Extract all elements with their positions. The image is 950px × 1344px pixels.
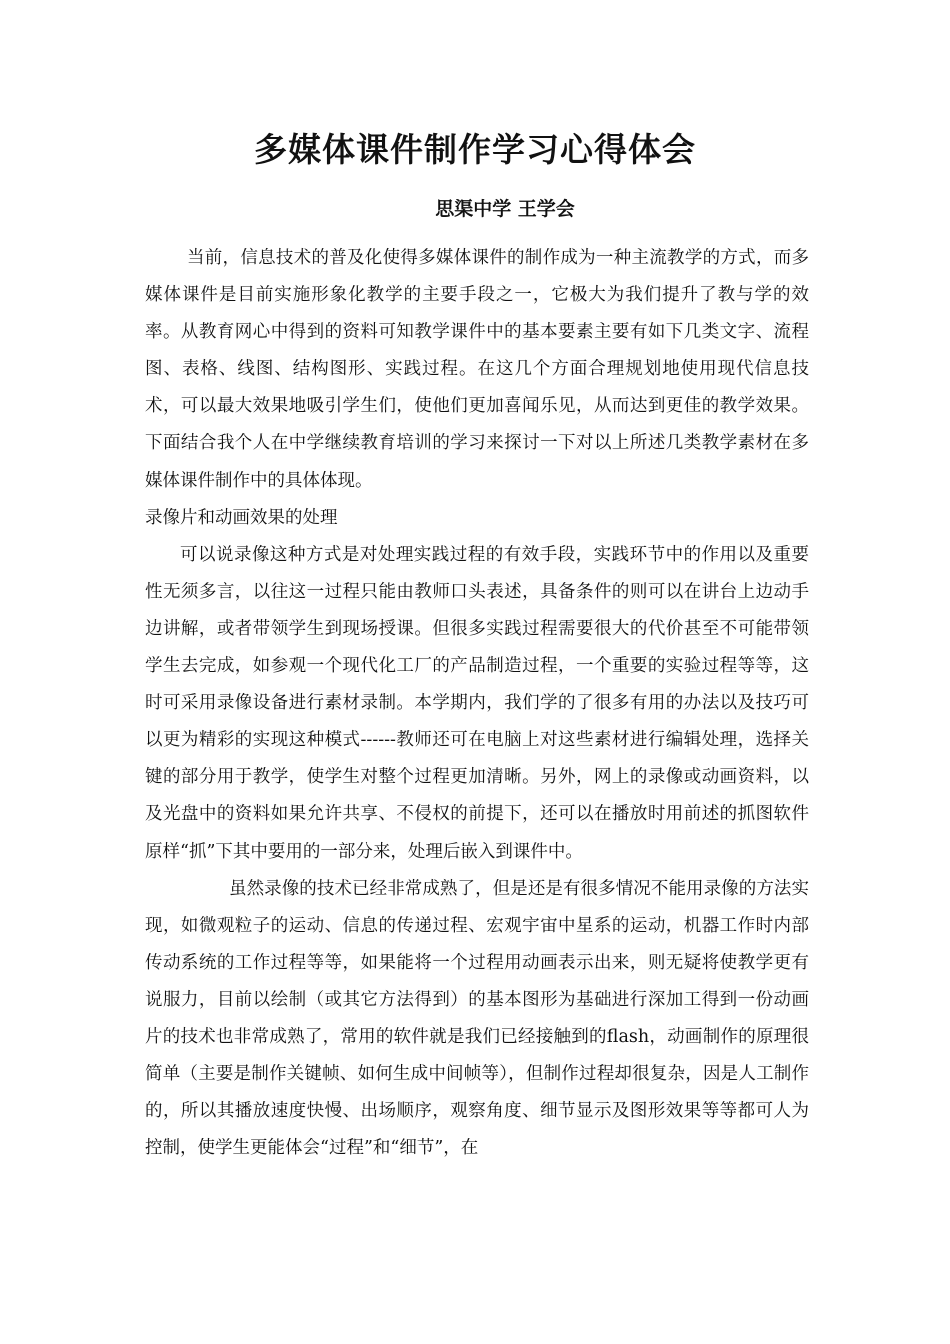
paragraph: 当前，信息技术的普及化使得多媒体课件的制作成为一种主流教学的方式，而多媒体课件是目前实施形象化教学的主要手段之一，它极大为我们提升了教与学的效率。从教育网心中得到的资料可知教学课件中的基本要素主要有如下几类文字、流程图、表格、线图、结构图形、实践过程。在这几个方面合理规划地使用现代信息技术，可以最大效果地吸引学生们，使他们更加喜闻乐见，从而达到更佳的教学效果。下面结合我个人在中学继续教育培训的学习来探讨一下对以上所述几类教学素材在多媒体课件制作中的具体体现。 <box>145 248 809 491</box>
paragraph: 可以说录像这种方式是对处理实践过程的有效手段，实践环节中的作用以及重要性无须多言，以往这一过程只能由教师口头表述，具备条件的则可以在讲台上边动手边讲解，或者带领学生到现场授课。但很多实践过程需要很大的代价甚至不可能带领学生去完成，如参观一个现代化工厂的产品制造过程，一个重要的实验过程等等，这时可采用录像设备进行素材录制。本学期内，我们学的了很多有用的办法以及技巧可以更为精彩的实现这种模式------教师还可在电脑上对这些素材进行编辑处理，选择关键的部分用于教学，使学生对整个过程更加清晰。另外，网上的录像或动画资料，以及光盘中的资料如果允许共享、不侵权的前提下，还可以在播放时用前述的抓图软件原样“抓”下其中要用的一部分来，处理后嵌入到课件中。 <box>145 544 809 862</box>
section-heading: 录像片和动画效果的处理 <box>145 507 338 528</box>
document-title: 多媒体课件制作学习心得体会 <box>254 130 696 169</box>
document-body <box>145 240 809 1167</box>
paragraph: 虽然录像的技术已经非常成熟了，但是还是有很多情况不能用录像的方法实现，如微观粒子的运动、信息的传递过程、宏观宇宙中星系的运动，机器工作时内部传动系统的工作过程等等，如果能将一个过程用动画表示出来，则无疑将使教学更有说服力，目前以绘制（或其它方法得到）的基本图形为基础进行深加工得到一份动画片的技术也非常成熟了，常用的软件就是我们已经接触到的flash，动画制作的原理很简单（主要是制作关键帧、如何生成中间帧等），但制作过程却很复杂，因是人工制作的，所以其播放速度快慢、出场顺序，观察角度、细节显示及图形效果等等都可人为控制，使学生更能体会“过程”和“细节”，在 <box>145 878 809 1159</box>
document-author: 思渠中学 王学会 <box>435 198 575 220</box>
